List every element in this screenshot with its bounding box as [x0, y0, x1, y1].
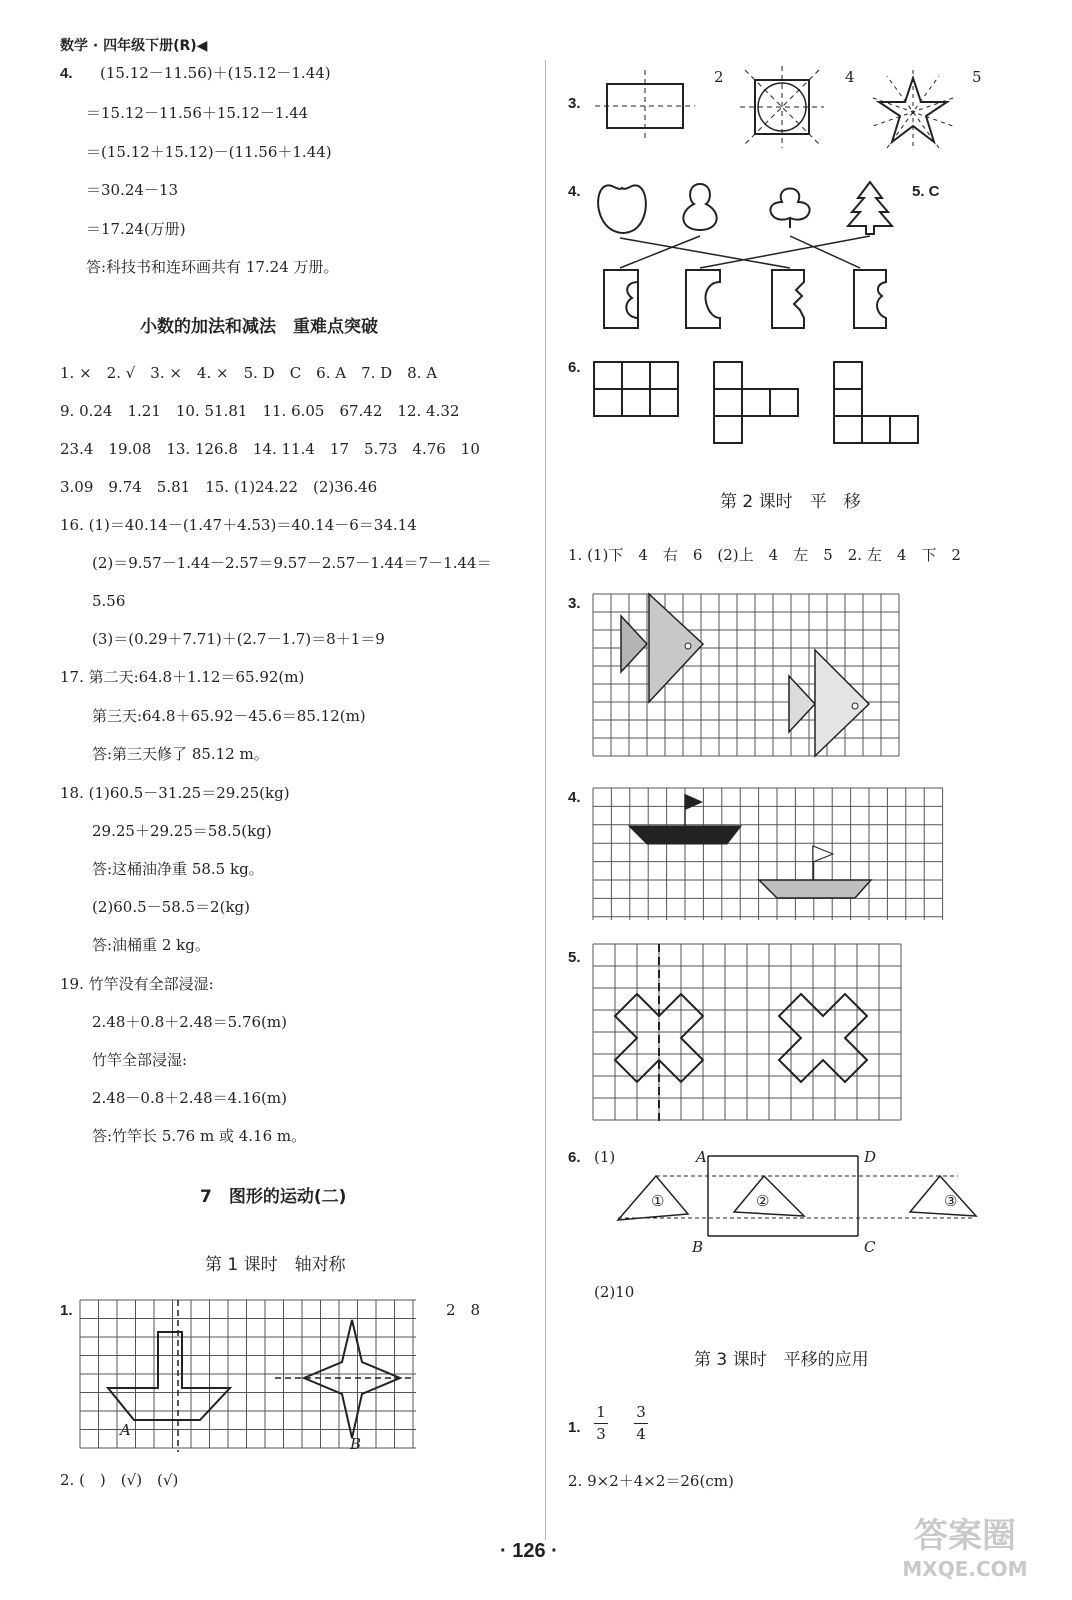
- vertex-c: C: [864, 1238, 876, 1256]
- l2-q6-part2: (2)10: [594, 1283, 635, 1301]
- l3-q2: 2. 9×2＋4×2＝26(cm): [568, 1472, 734, 1490]
- boat-original: [629, 826, 741, 844]
- section-title-decimal: 小数的加法和减法 重难点突破: [140, 317, 378, 337]
- q19-answer: 答:竹竿长 5.76 m 或 4.16 m。: [92, 1127, 307, 1145]
- watermark-logo: 答案圈 MXQE.COM: [902, 1516, 1028, 1581]
- q18-line-4: (2)60.5－58.5＝2(kg): [92, 898, 250, 916]
- triangle-3: [910, 1176, 976, 1216]
- q19-line-3: 竹竿全部浸湿:: [92, 1051, 188, 1069]
- answers-line-4: 3.09 9.74 5.81 15. (1)24.22 (2)36.46: [60, 478, 378, 496]
- cross-shape-moved: [779, 994, 867, 1082]
- q17-line-2: 第三天:64.8＋65.92－45.6＝85.12(m): [92, 707, 366, 725]
- q18-line-3: 答:这桶油净重 58.5 kg。: [92, 860, 264, 878]
- lesson2-title: 第 2 课时 平 移: [720, 492, 861, 512]
- triangle-3-label: ③: [944, 1192, 958, 1210]
- star-figure: [304, 1320, 400, 1438]
- answers-line-3: 23.4 19.08 13. 126.8 14. 11.4 17 5.73 4.76 10: [60, 440, 480, 458]
- symmetry-grid: [80, 1300, 420, 1452]
- running-header: 数学 · 四年级下册(R)◀: [60, 38, 208, 54]
- l2-q5-number: 5.: [568, 949, 581, 966]
- q18-line-1: 18. (1)60.5－31.25＝29.25(kg): [60, 784, 290, 802]
- flag-original: [685, 794, 703, 810]
- l1-q1-aside: 2 8: [446, 1301, 481, 1319]
- boat-moved: [759, 880, 871, 898]
- symmetry-axes-figures: [595, 70, 1015, 160]
- apple-shape: [598, 185, 646, 233]
- q19-line-2: 2.48＋0.8＋2.48＝5.76(m): [92, 1013, 287, 1031]
- label-a: A: [120, 1421, 131, 1439]
- r-q6-number: 6.: [568, 359, 581, 376]
- q19-line-4: 2.48－0.8＋2.48＝4.16(m): [92, 1089, 287, 1107]
- tree-shape: [848, 182, 892, 234]
- l2-q6-part1: (1): [594, 1148, 616, 1166]
- q17-line-1: 17. 第二天:64.8＋1.12＝65.92(m): [60, 668, 305, 686]
- l1-q1-number: 1.: [60, 1302, 73, 1319]
- vertex-a: A: [696, 1148, 707, 1166]
- triangle-translation-figure: [616, 1150, 986, 1250]
- q4-line-5: ＝17.24(万册): [86, 220, 186, 238]
- lesson1-title: 第 1 课时 轴对称: [205, 1255, 346, 1275]
- r-q3-count-1: 2: [714, 68, 724, 86]
- l2-q6-number: 6.: [568, 1149, 581, 1166]
- l-shape-figure: [108, 1332, 230, 1420]
- column-divider: [545, 60, 546, 1540]
- fraction-3-4: 3 4: [634, 1405, 648, 1442]
- triangle-2-label: ②: [756, 1192, 770, 1210]
- l2-q1: 1. (1)下 4 右 6 (2)上 4 左 5 2. 左 4 下 2: [568, 546, 961, 564]
- q4-answer: 答:科技书和连环画共有 17.24 万册。: [86, 258, 339, 276]
- q17-answer: 答:第三天修了 85.12 m。: [92, 745, 269, 763]
- q16-line-1: 16. (1)＝40.14－(1.47＋4.53)＝40.14－6＝34.14: [60, 516, 417, 534]
- matching-figures: [590, 178, 900, 334]
- flag-moved: [813, 846, 833, 862]
- q16-line-3: 5.56: [92, 592, 126, 610]
- l2-q3-number: 3.: [568, 595, 581, 612]
- lesson3-title: 第 3 课时 平移的应用: [694, 1350, 869, 1370]
- l2-q4-number: 4.: [568, 789, 581, 806]
- q16-line-2: (2)＝9.57－1.44－2.57＝9.57－2.57－1.44＝7－1.44＝: [92, 554, 492, 572]
- clover-shape: [770, 189, 809, 229]
- page-number-wrap: · 126 ·: [500, 1540, 558, 1562]
- r-q5: 5. C: [912, 183, 940, 200]
- fish-body-original: [649, 594, 703, 702]
- q18-answer: 答:油桶重 2 kg。: [92, 936, 210, 954]
- answers-line-2: 9. 0.24 1.21 10. 51.81 11. 6.05 67.42 12. 4.32: [60, 402, 460, 420]
- triangle-1-label: ①: [651, 1192, 665, 1210]
- r-q3-count-3: 5: [972, 68, 982, 86]
- vertex-b: B: [692, 1238, 704, 1256]
- chapter-title: 7 图形的运动(二): [200, 1187, 347, 1207]
- page-number: 126: [512, 1540, 546, 1562]
- q4-number: 4.: [60, 65, 73, 82]
- vertex-d: D: [864, 1148, 877, 1166]
- fish-translation-grid: [593, 594, 899, 756]
- r-q3-count-2: 4: [845, 68, 855, 86]
- cube-nets: [590, 358, 930, 448]
- r-q3-number: 3.: [568, 95, 581, 112]
- cross-shape-grid: [593, 944, 903, 1124]
- small-triangle-original: [621, 616, 647, 672]
- gourd-shape: [683, 184, 716, 230]
- l1-q2: 2. ( ) (√) (√): [60, 1471, 179, 1489]
- boat-translation-grid: [593, 788, 943, 920]
- q4-line-2: ＝15.12－11.56＋15.12－1.44: [86, 104, 309, 122]
- r-q4-number: 4.: [568, 183, 581, 200]
- answers-line-1: 1. × 2. √ 3. × 4. × 5. D C 6. A 7. D 8. A: [60, 364, 438, 382]
- q18-line-2: 29.25＋29.25＝58.5(kg): [92, 822, 272, 840]
- q4-line-4: ＝30.24－13: [86, 181, 179, 199]
- q16-line-4: (3)＝(0.29＋7.71)＋(2.7－1.7)＝8＋1＝9: [92, 630, 385, 648]
- fraction-1-3: 1 3: [594, 1405, 608, 1442]
- q4-line-1: (15.12－11.56)＋(15.12－1.44): [100, 64, 331, 82]
- label-b: B: [350, 1435, 362, 1453]
- l3-q1-number: 1.: [568, 1419, 581, 1436]
- q4-line-3: ＝(15.12＋15.12)－(11.56＋1.44): [86, 143, 332, 161]
- q19-line-1: 19. 竹竿没有全部浸湿:: [60, 975, 214, 993]
